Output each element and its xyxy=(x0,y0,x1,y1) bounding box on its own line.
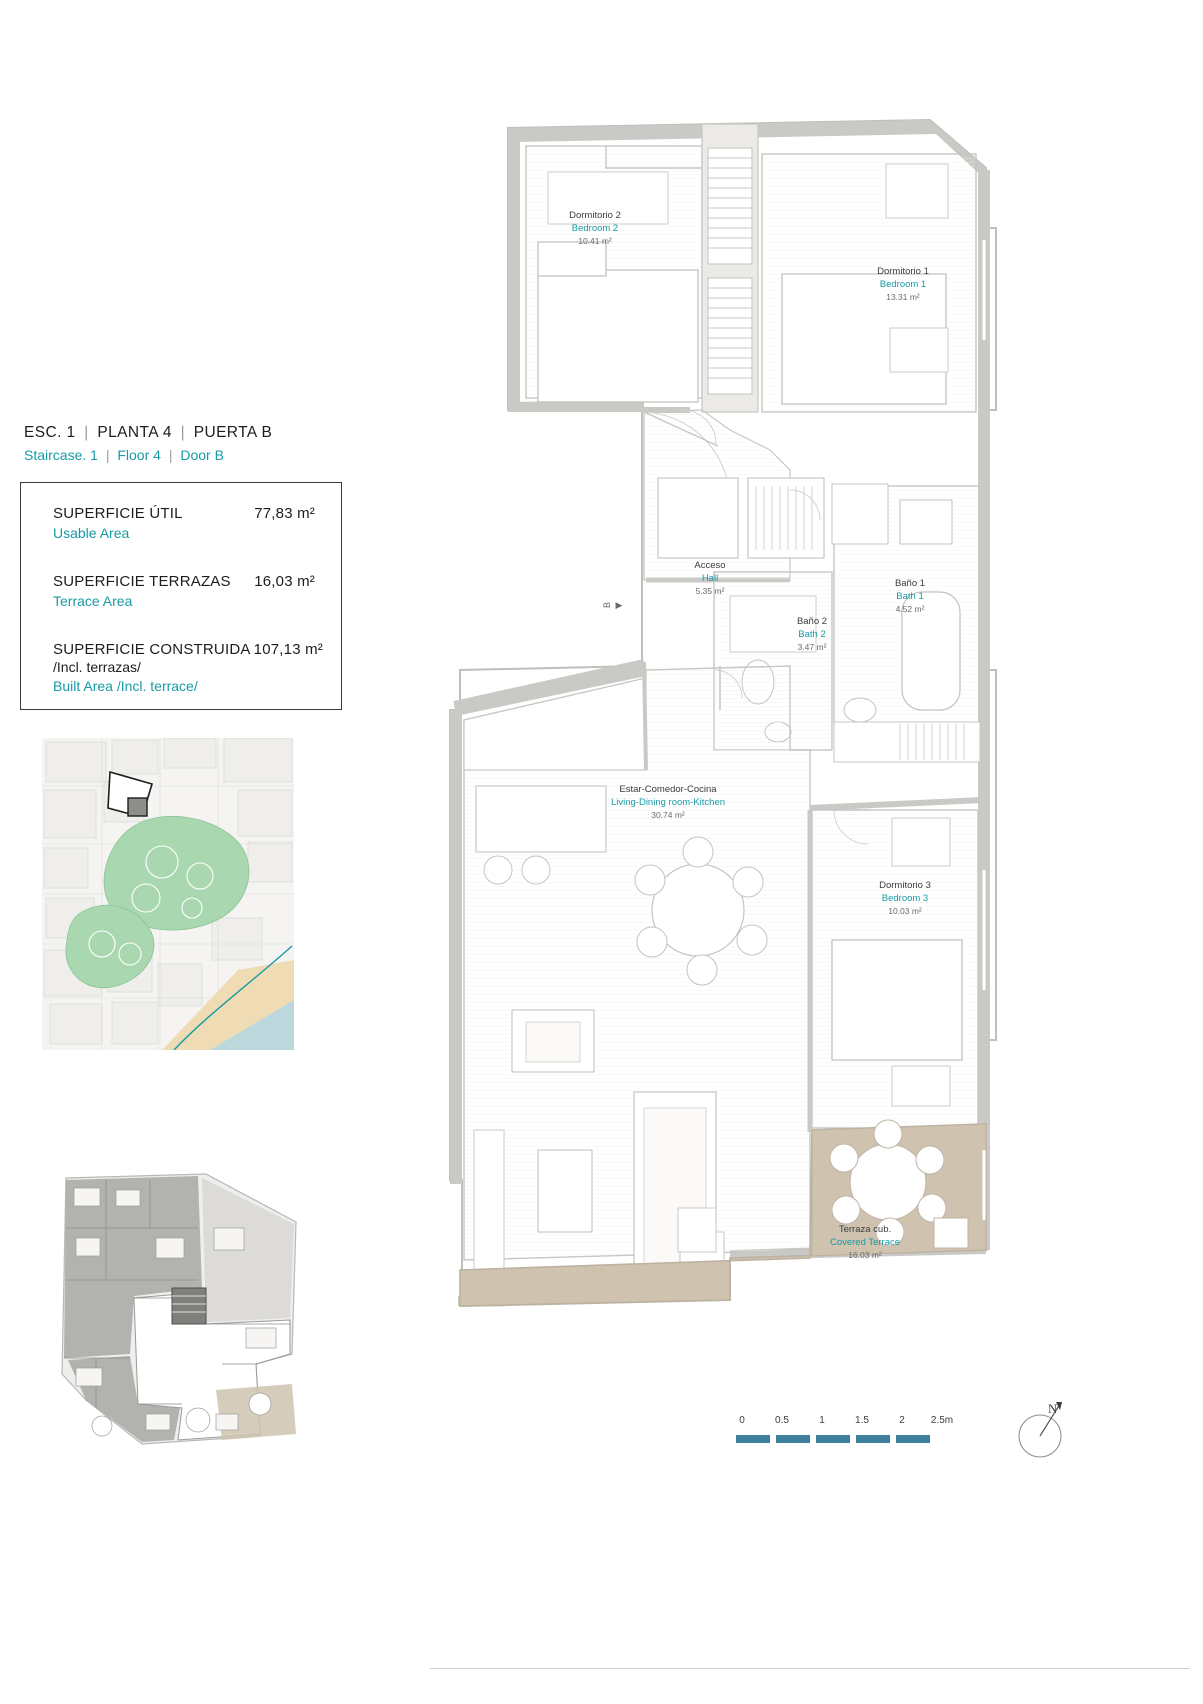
room-name-en: Hall xyxy=(701,572,719,584)
room-area: 5.35 m² xyxy=(695,585,725,596)
area-value: 16,03 m² xyxy=(254,573,315,590)
area-label-en: Usable Area xyxy=(53,525,130,541)
room-name-es: Baño 1 xyxy=(894,578,926,589)
area-value: 107,13 m² xyxy=(253,641,323,658)
scale-tick-2_5: 2.5m xyxy=(930,1415,954,1426)
divider: | xyxy=(180,424,186,441)
scale-segment xyxy=(856,1435,890,1443)
scale-segment xyxy=(896,1435,930,1443)
section-arrow-icon: ▶ xyxy=(615,600,623,610)
room-name-en: Covered Terrace xyxy=(829,1236,901,1248)
room-name-es: Baño 2 xyxy=(796,616,828,627)
staircase-label-en: Staircase. xyxy=(24,447,87,463)
area-label-en: Terrace Area xyxy=(53,593,133,609)
room-area: 3.47 m² xyxy=(797,641,827,652)
room-area: 10.41 m² xyxy=(578,235,612,246)
scale-segment xyxy=(736,1435,770,1443)
room-name-en: Living-Dining room-Kitchen xyxy=(610,796,726,808)
area-label-en: Built Area /Incl. terrace/ xyxy=(53,678,198,694)
scale-tick-1_5: 1.5 xyxy=(855,1415,869,1426)
area-item-built xyxy=(53,641,323,694)
unit-identifier xyxy=(24,424,354,463)
room-name-es: Terraza cub. xyxy=(838,1224,892,1235)
divider: | xyxy=(105,447,110,463)
divider: | xyxy=(168,447,173,463)
door-label-es: PUERTA xyxy=(193,424,257,441)
north-arrow-icon xyxy=(1012,1398,1076,1462)
staircase-value-en: 1 xyxy=(90,447,98,463)
door-value-es: B xyxy=(261,424,273,441)
room-label-hall xyxy=(655,560,765,597)
room-label-bedroom-1 xyxy=(838,266,968,303)
room-name-es: Dormitorio 1 xyxy=(877,266,929,277)
room-label-bedroom-3 xyxy=(840,880,970,917)
area-item-terrace xyxy=(53,573,315,609)
room-label-bedroom-2 xyxy=(530,210,660,247)
scale-tick-labels xyxy=(736,1415,956,1429)
room-label-covered-terrace xyxy=(800,1224,930,1261)
floor-key-plan xyxy=(46,1168,314,1456)
area-item-usable xyxy=(53,505,315,541)
room-name-en: Bedroom 3 xyxy=(881,892,929,904)
room-name-es: Dormitorio 3 xyxy=(879,880,931,891)
scale-bar xyxy=(736,1415,956,1461)
scale-tick-0: 0 xyxy=(739,1415,745,1426)
door-value-en: B xyxy=(214,447,224,463)
unit-identifier-en xyxy=(24,447,354,463)
room-name-es: Dormitorio 2 xyxy=(569,210,621,221)
room-name-en: Bath 2 xyxy=(798,628,826,640)
door-label-en: Door xyxy=(180,447,211,463)
site-location-map xyxy=(42,738,294,1050)
scale-segment xyxy=(816,1435,850,1443)
scale-segment xyxy=(776,1435,810,1443)
room-area: 10.03 m² xyxy=(888,905,922,916)
staircase-label-es: ESC. xyxy=(24,424,62,441)
section-marker-label: B xyxy=(602,601,613,609)
areas-box xyxy=(20,482,342,710)
area-label-es: SUPERFICIE ÚTIL xyxy=(53,505,183,522)
area-label-es: SUPERFICIE CONSTRUIDA xyxy=(53,641,251,658)
room-name-en: Bedroom 2 xyxy=(571,222,619,234)
room-label-bath-2 xyxy=(762,616,862,653)
room-name-es: Estar-Comedor-Cocina xyxy=(619,784,717,795)
room-label-bath-1 xyxy=(860,578,960,615)
room-area: 16.03 m² xyxy=(848,1249,882,1260)
room-name-en: Bath 1 xyxy=(896,590,924,602)
scale-tick-0_5: 0.5 xyxy=(775,1415,789,1426)
svg-text:N: N xyxy=(1048,1401,1058,1416)
floor-label-en: Floor xyxy=(117,447,150,463)
area-sublabel-es: /Incl. terrazas/ xyxy=(53,659,141,675)
section-marker xyxy=(604,600,622,611)
room-area: 4.52 m² xyxy=(895,603,925,614)
room-label-living-dining-kitchen xyxy=(588,784,748,821)
scale-tick-1: 1 xyxy=(819,1415,825,1426)
room-area: 13.31 m² xyxy=(886,291,920,302)
room-name-en: Bedroom 1 xyxy=(879,278,927,290)
unit-identifier-es xyxy=(24,424,354,442)
scale-tick-2: 2 xyxy=(899,1415,905,1426)
divider: | xyxy=(84,424,89,441)
staircase-value-es: 1 xyxy=(66,424,76,441)
room-name-es: Acceso xyxy=(694,560,726,571)
area-label-es: SUPERFICIE TERRAZAS xyxy=(53,573,231,590)
footer-divider xyxy=(430,1668,1190,1669)
room-area: 30.74 m² xyxy=(651,809,685,820)
floor-value-es: 4 xyxy=(162,424,172,441)
scale-bar-segments xyxy=(736,1435,956,1444)
area-value: 77,83 m² xyxy=(254,505,315,522)
floor-value-en: 4 xyxy=(153,447,161,463)
floor-label-es: PLANTA xyxy=(97,424,159,441)
